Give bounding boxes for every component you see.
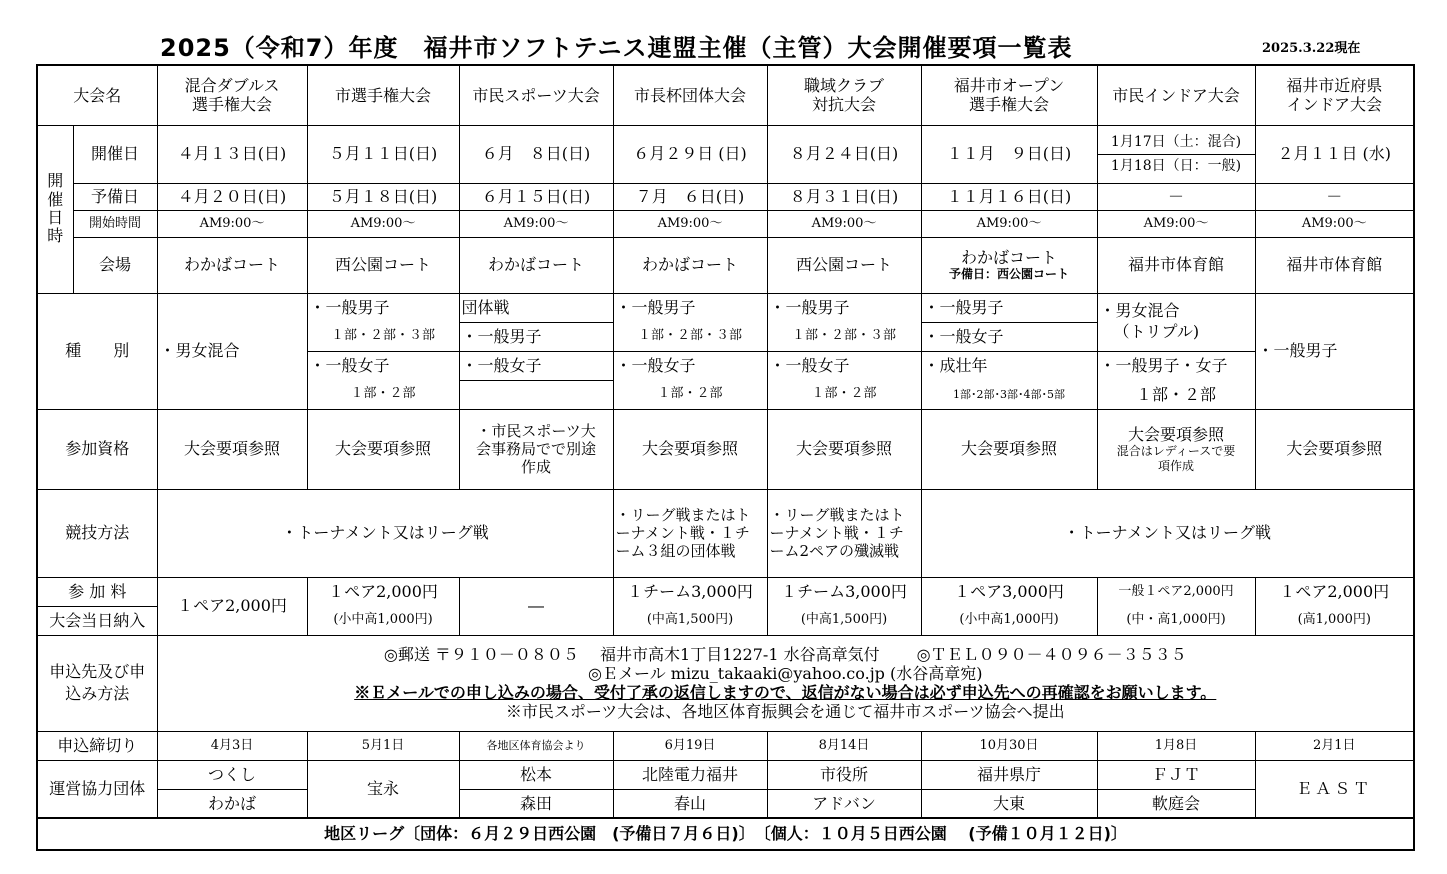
support-5-a: 市役所 <box>767 760 921 789</box>
venue-header: 会場 <box>73 237 157 293</box>
deadline-1: 4月3日 <box>157 731 307 760</box>
district-league-note: 地区リーグ〔団体：６月２９日西公園 (予備日７月６日)〕 〔個人：１０月５日西公園 (予備１０月１２日)〕 <box>37 818 1414 850</box>
category-8: ・一般男子 <box>1255 293 1414 409</box>
fee-6-a: １ペア3,000円 <box>921 577 1097 606</box>
venue-1: わかばコート <box>157 237 307 293</box>
apply-row <box>37 635 1414 731</box>
format-header: 競技方法 <box>37 489 157 577</box>
fee-8-b: (高1,000円) <box>1255 606 1414 635</box>
category-header: 種 別 <box>37 293 157 409</box>
fee-header: 参 加 料 <box>37 577 157 606</box>
category-4-d: １部・２部 <box>613 380 767 409</box>
fee-1: １ペア2,000円 <box>157 577 307 635</box>
venue-4: わかばコート <box>613 237 767 293</box>
deadline-3: 各地区体育協会より <box>459 731 613 760</box>
category-5-a: ・一般男子 <box>767 293 921 322</box>
category-7-a: ・男女混合 （トリプル) <box>1097 293 1255 351</box>
eligibility-header: 参加資格 <box>37 409 157 489</box>
event-name-2: 市選手権大会 <box>307 65 459 125</box>
category-row-1 <box>37 293 1414 322</box>
fee-8-a: １ペア2,000円 <box>1255 577 1414 606</box>
fee-7-a: 一般１ペア2,000円 <box>1097 577 1255 606</box>
fee-note-header: 大会当日納入 <box>37 606 157 635</box>
category-5-d: １部・２部 <box>767 380 921 409</box>
deadline-5: 8月14日 <box>767 731 921 760</box>
start-3: AM9:00～ <box>459 210 613 237</box>
venue-row <box>37 237 1414 293</box>
event-name-3: 市民スポーツ大会 <box>459 65 613 125</box>
fee-4-a: １チーム3,000円 <box>613 577 767 606</box>
fee-4-b: (中高1,500円) <box>613 606 767 635</box>
category-3-a: 団体戦 <box>459 293 613 322</box>
start-7: AM9:00～ <box>1097 210 1255 237</box>
start-8: AM9:00～ <box>1255 210 1414 237</box>
category-2-b: １部・２部・３部 <box>307 322 459 351</box>
support-8: ＥＡＳＴ <box>1255 760 1414 818</box>
support-1-a: つくし <box>157 760 307 789</box>
support-7-b: 軟庭会 <box>1097 789 1255 818</box>
category-3-b: ・一般男子 <box>459 322 613 351</box>
support-6-a: 福井県庁 <box>921 760 1097 789</box>
event-name-6: 福井市オープン 選手権大会 <box>921 65 1097 125</box>
category-2-c: ・一般女子 <box>307 351 459 380</box>
fee-2-b: (小中高1,000円) <box>307 606 459 635</box>
category-5-c: ・一般女子 <box>767 351 921 380</box>
category-6-c: ・成壮年 <box>921 351 1097 380</box>
eligibility-3: ・市民スポーツ大会事務局でで別途作成 <box>459 409 613 489</box>
support-3-b: 森田 <box>459 789 613 818</box>
date-6: １１月 ９日(日) <box>921 125 1097 183</box>
start-time-row <box>37 210 1414 237</box>
support-7-a: ＦＪＴ <box>1097 760 1255 789</box>
event-name-row <box>37 65 1414 125</box>
fee-6-b: (小中高1,000円) <box>921 606 1097 635</box>
category-5-b: １部・２部・３部 <box>767 322 921 351</box>
date-3: ６月 ８日(日) <box>459 125 613 183</box>
venue-7: 福井市体育館 <box>1097 237 1255 293</box>
venue-8: 福井市体育館 <box>1255 237 1414 293</box>
apply-email: ◎Ｅメール mizu_takaaki@yahoo.co.jp (水谷高章宛) <box>588 663 983 683</box>
event-name-7: 市民インドア大会 <box>1097 65 1255 125</box>
support-4-a: 北陸電力福井 <box>613 760 767 789</box>
eligibility-2: 大会要項参照 <box>307 409 459 489</box>
category-4-a: ・一般男子 <box>613 293 767 322</box>
eligibility-row <box>37 409 1414 489</box>
kaisai-nichiji-header: 開催日時 <box>37 125 73 293</box>
eligibility-6: 大会要項参照 <box>921 409 1097 489</box>
page-title: 2025（令和7）年度 福井市ソフトテニス連盟主催（主管）大会開催要項一覧表 <box>160 34 1073 62</box>
date-7: 1月17日（土：混合) 1月18日（日：一般) <box>1097 125 1255 183</box>
eligibility-5: 大会要項参照 <box>767 409 921 489</box>
apply-postal-tel: ◎郵送 〒９１０－０８０５ 福井市高木1丁目1227-1 水谷高章気付 ◎ＴＥＬ０９０－４０９６－３５３５ <box>383 644 1187 664</box>
start-time-header: 開始時間 <box>73 210 157 237</box>
start-4: AM9:00～ <box>613 210 767 237</box>
deadline-4: 6月19日 <box>613 731 767 760</box>
date-row <box>37 125 1414 183</box>
support-4-b: 春山 <box>613 789 767 818</box>
reserve-8: － <box>1255 183 1414 210</box>
format-row <box>37 489 1414 577</box>
category-7-c: ・一般男子・女子 <box>1097 351 1255 380</box>
date-header: 開催日 <box>73 125 157 183</box>
support-header: 運営協力団体 <box>37 760 157 818</box>
category-6-d: 1部･2部･3部･4部･5部 <box>921 380 1097 409</box>
eligibility-4: 大会要項参照 <box>613 409 767 489</box>
eligibility-8: 大会要項参照 <box>1255 409 1414 489</box>
reserve-row <box>37 183 1414 210</box>
date-8: ２月１１日 (水) <box>1255 125 1414 183</box>
deadline-row <box>37 731 1414 760</box>
format-6-8: ・トーナメント又はリーグ戦 <box>921 489 1414 577</box>
support-5-b: アドバン <box>767 789 921 818</box>
deadline-header: 申込締切り <box>37 731 157 760</box>
format-4: ・リーグ戦またはトーナメント戦・１チーム３組の団体戦 <box>613 489 767 577</box>
reserve-6: １１月１６日(日) <box>921 183 1097 210</box>
date-4: ６月２９日 (日) <box>613 125 767 183</box>
category-3-c: ・一般女子 <box>459 351 613 380</box>
support-row-1 <box>37 760 1414 789</box>
reserve-3: ６月１５日(日) <box>459 183 613 210</box>
support-1-b: わかば <box>157 789 307 818</box>
apply-email-note: ※Ｅメールでの申し込みの場合、受付了承の返信しますので、返信がない場合は必ず申込先への再確認をお願いします。 <box>354 683 1217 702</box>
date-1: ４月１３日(日) <box>157 125 307 183</box>
category-2-a: ・一般男子 <box>307 293 459 322</box>
category-3-d <box>459 380 613 409</box>
format-5: ・リーグ戦またはトーナメント戦・１チーム2ペアの殲滅戦 <box>767 489 921 577</box>
venue-5: 西公園コート <box>767 237 921 293</box>
fee-row-1 <box>37 577 1414 606</box>
support-2: 宝永 <box>307 760 459 818</box>
support-3-a: 松本 <box>459 760 613 789</box>
reserve-5: ８月３１日(日) <box>767 183 921 210</box>
footer-row <box>37 818 1414 850</box>
apply-header: 申込先及び申込み方法 <box>37 635 157 731</box>
deadline-6: 10月30日 <box>921 731 1097 760</box>
eligibility-1: 大会要項参照 <box>157 409 307 489</box>
event-name-4: 市長杯団体大会 <box>613 65 767 125</box>
as-of-date: 2025.3.22現在 <box>1262 41 1361 56</box>
support-6-b: 大東 <box>921 789 1097 818</box>
event-name-header: 大会名 <box>37 65 157 125</box>
category-6-b: ・一般女子 <box>921 322 1097 351</box>
category-4-b: １部・２部・３部 <box>613 322 767 351</box>
start-1: AM9:00～ <box>157 210 307 237</box>
support-row-2 <box>37 789 1414 818</box>
reserve-header: 予備日 <box>73 183 157 210</box>
event-name-8: 福井市近府県 インドア大会 <box>1255 65 1414 125</box>
deadline-7: 1月8日 <box>1097 731 1255 760</box>
deadline-8: 2月1日 <box>1255 731 1414 760</box>
apply-details <box>157 635 1414 731</box>
start-5: AM9:00～ <box>767 210 921 237</box>
eligibility-7: 大会要項参照 混合はレディースで要項作成 <box>1097 409 1255 489</box>
start-6: AM9:00～ <box>921 210 1097 237</box>
start-2: AM9:00～ <box>307 210 459 237</box>
venue-3: わかばコート <box>459 237 613 293</box>
venue-2: 西公園コート <box>307 237 459 293</box>
category-6-a: ・一般男子 <box>921 293 1097 322</box>
venue-6: わかばコート 予備日：西公園コート <box>921 237 1097 293</box>
reserve-4: ７月 ６日(日) <box>613 183 767 210</box>
fee-3: ― <box>459 577 613 635</box>
title-bar <box>0 28 1447 62</box>
reserve-1: ４月２０日(日) <box>157 183 307 210</box>
deadline-2: 5月1日 <box>307 731 459 760</box>
fee-7-b: (中・高1,000円) <box>1097 606 1255 635</box>
category-2-d: １部・２部 <box>307 380 459 409</box>
format-1-3: ・トーナメント又はリーグ戦 <box>157 489 613 577</box>
category-7-d: １部・２部 <box>1097 380 1255 409</box>
date-5: ８月２４日(日) <box>767 125 921 183</box>
fee-5-b: (中高1,500円) <box>767 606 921 635</box>
category-4-c: ・一般女子 <box>613 351 767 380</box>
schedule-table <box>36 64 1415 851</box>
category-1: ・男女混合 <box>157 293 307 409</box>
date-2: ５月１１日(日) <box>307 125 459 183</box>
fee-5-a: １チーム3,000円 <box>767 577 921 606</box>
reserve-7: － <box>1097 183 1255 210</box>
event-name-5: 職域クラブ 対抗大会 <box>767 65 921 125</box>
event-name-1: 混合ダブルス 選手権大会 <box>157 65 307 125</box>
fee-2-a: １ペア2,000円 <box>307 577 459 606</box>
reserve-2: ５月１８日(日) <box>307 183 459 210</box>
apply-civic-note: ※市民スポーツ大会は、各地区体育振興会を通じて福井市スポーツ協会へ提出 <box>505 702 1065 722</box>
